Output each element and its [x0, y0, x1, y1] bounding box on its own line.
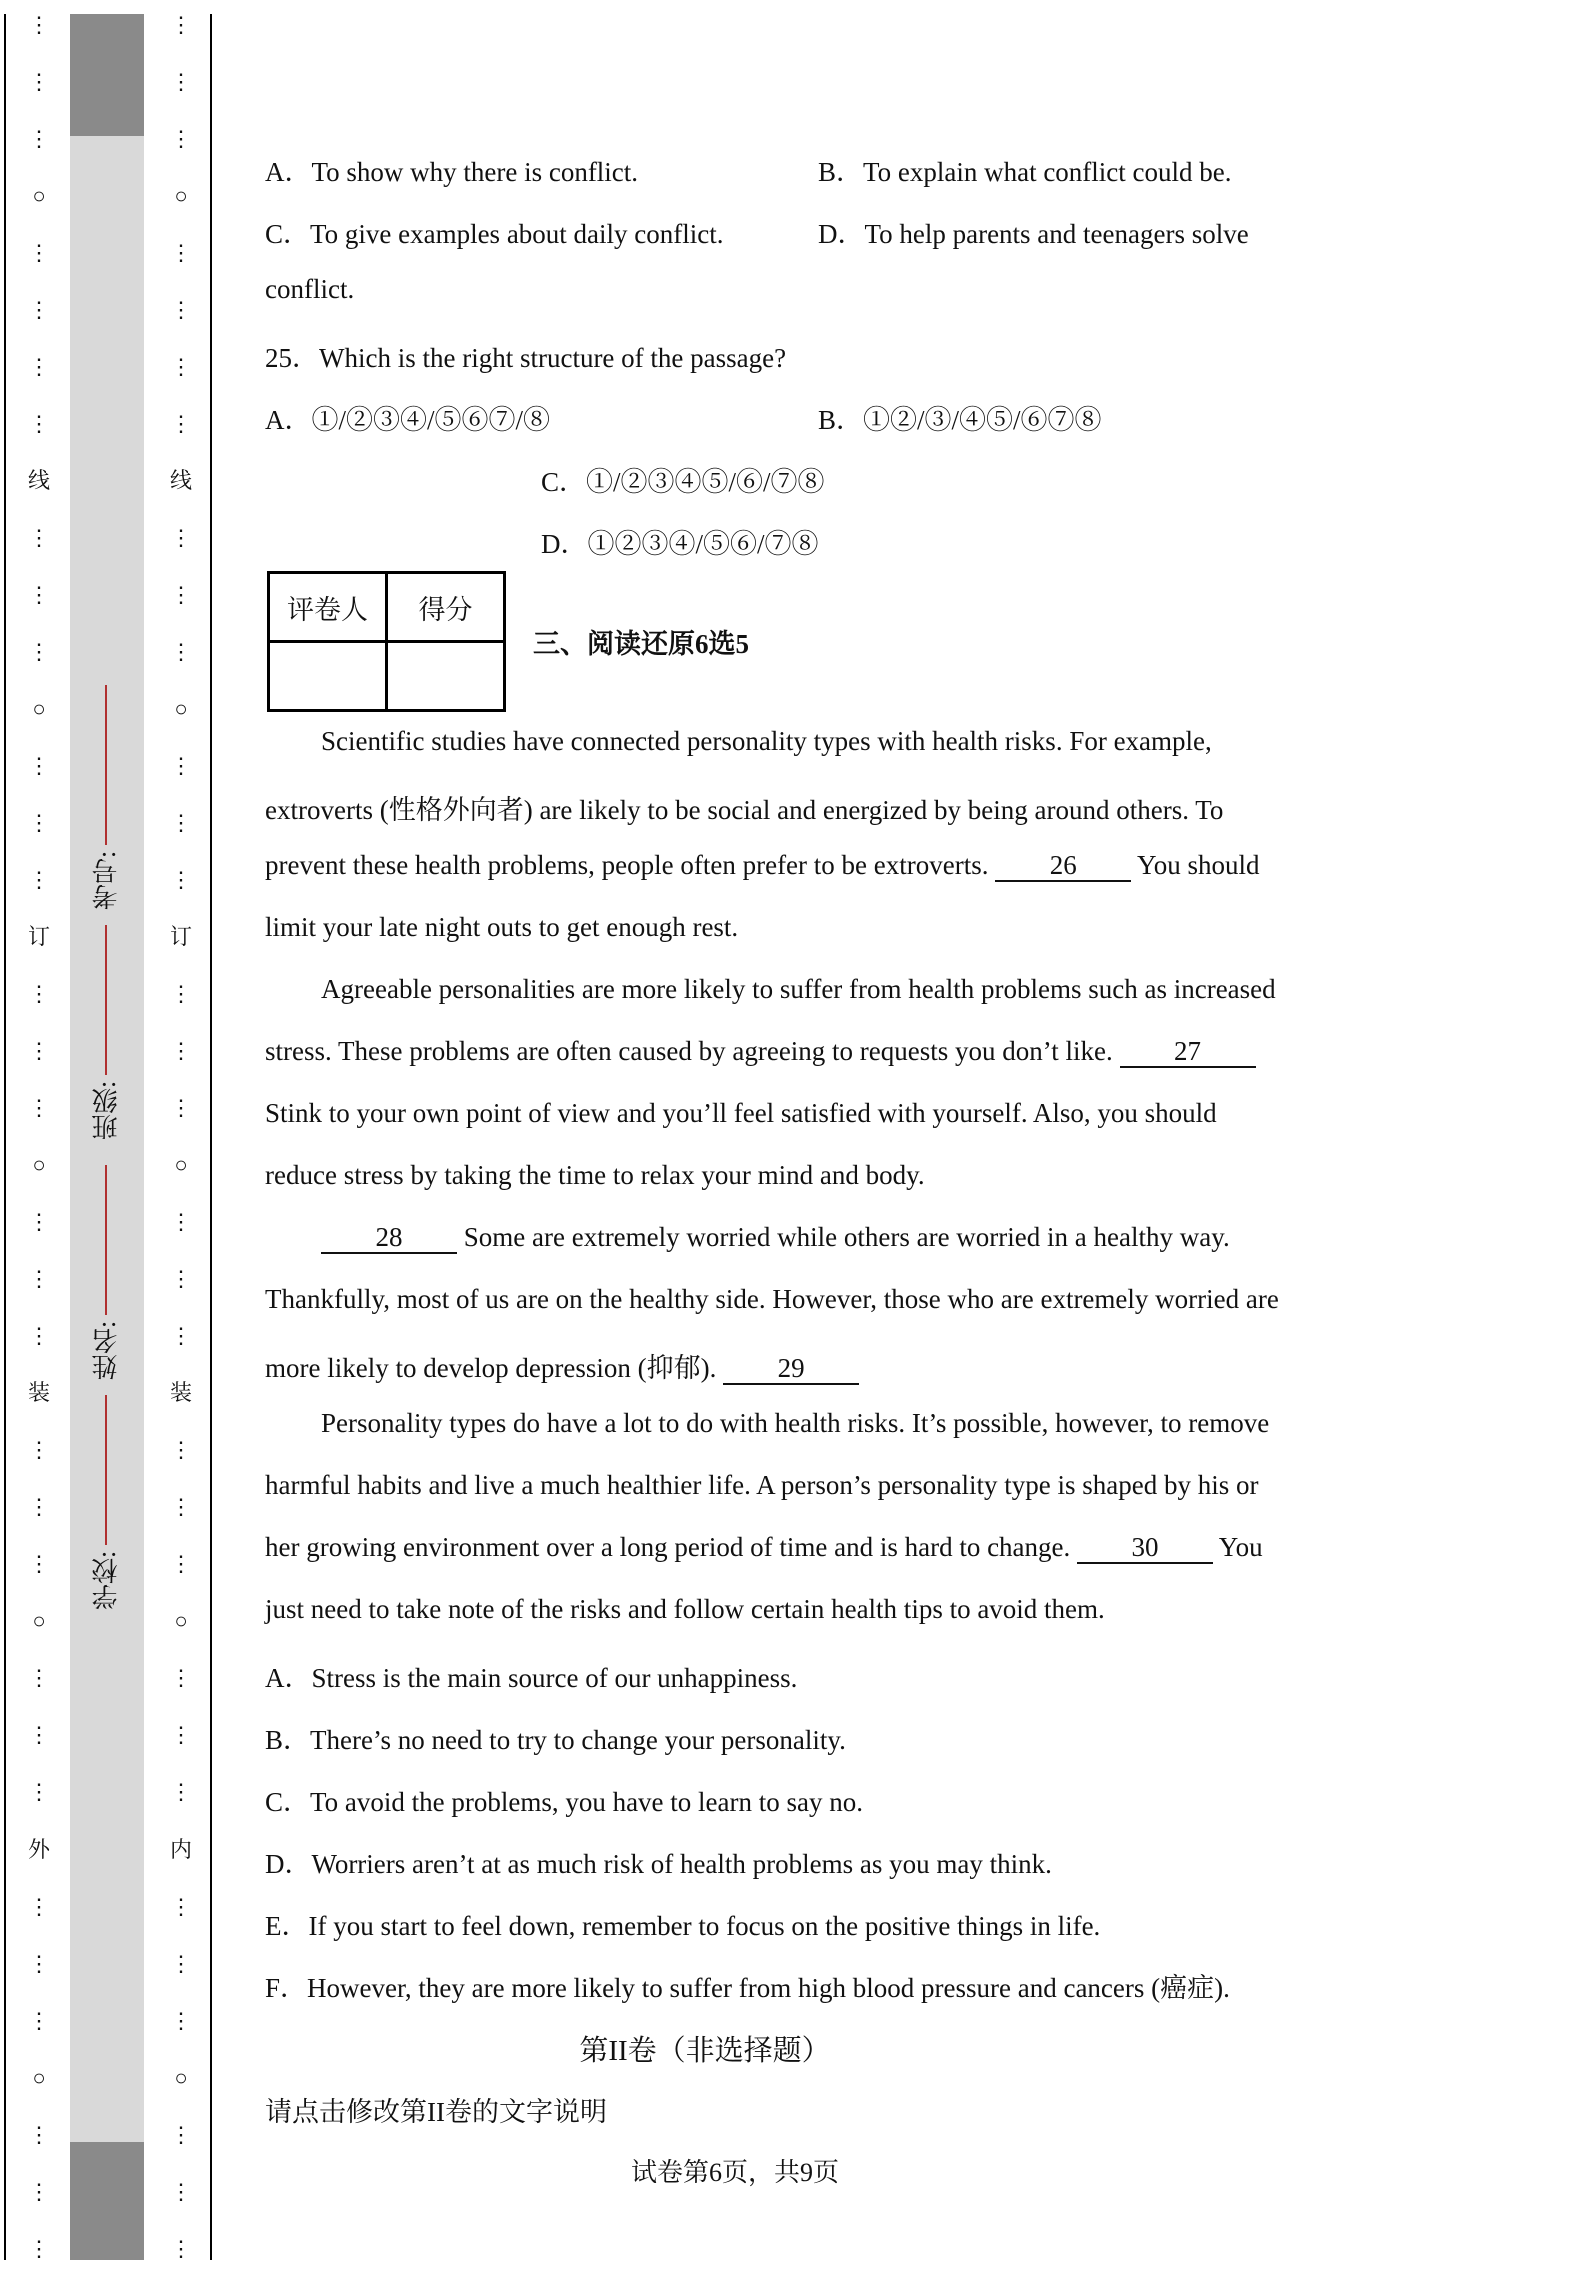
part2-title: 第II卷（非选择题） — [579, 2035, 831, 2067]
school-field[interactable] — [88, 1380, 125, 1610]
passage-p2-line2 — [265, 1036, 1256, 1068]
passage-p1-line4: limit your late night outs to get enough rest. — [265, 912, 739, 942]
choice-f: F．However, they are more likely to suffer from high blood pressure and cancers (癌症). — [265, 1973, 1230, 2003]
q24-option-d: D．To help parents and teenagers solve — [818, 219, 1249, 249]
outer-mark-line: 线 — [27, 468, 50, 494]
outer-binding-column: ⋮ ⋮ ⋮ ○ ⋮ ⋮ ⋮ ⋮ 线 ⋮ ⋮ ⋮ ○ ⋮ ⋮ ⋮ 订 ⋮ ⋮ ⋮ ○ ⋮ ⋮ ⋮ 装 ⋮ ⋮ ⋮ ○ ⋮ ⋮ ⋮ 外 ⋮ ⋮ ⋮ ○ ⋮ ⋮ ⋮ — [27, 12, 50, 2261]
part2-note: 请点击修改第II卷的文字说明 — [265, 2097, 607, 2127]
passage-p2-line1: Agreeable personalities are more likely to suffer from health problems such as increased — [321, 974, 1276, 1004]
school-label: 学校: — [92, 1550, 121, 1610]
name-label: 姓名: — [92, 1320, 121, 1380]
choice-a: A．Stress is the main source of our unhappiness. — [265, 1663, 798, 1693]
passage-p4-line3-tail: You — [1218, 1532, 1263, 1562]
blank-27[interactable]: 27 — [1120, 1036, 1256, 1068]
choice-b: B．There’s no need to try to change your personality. — [265, 1725, 846, 1755]
q24-option-d-continued: conflict. — [265, 274, 355, 304]
score-table — [267, 571, 506, 712]
outer-mark-ding: 订 — [27, 924, 50, 950]
inner-mark-nei: 内 — [169, 1836, 192, 1862]
q24-option-a: A．To show why there is conflict. — [265, 157, 639, 187]
q24-option-c: C．To give examples about daily conflict. — [265, 219, 724, 249]
passage-p3-line1-text: Some are extremely worried while others are worried in a healthy way. — [463, 1222, 1230, 1252]
passage-p2-line4: reduce stress by taking the time to relax your mind and body. — [265, 1160, 925, 1190]
passage-p4-line2: harmful habits and live a much healthier life. A person’s personality type is shaped by his or — [265, 1470, 1259, 1500]
passage-p1-line1: Scientific studies have connected personality types with health risks. For example, — [321, 726, 1212, 756]
inner-mark-line: 线 — [169, 468, 192, 494]
choice-e: E．If you start to feel down, remember to focus on the positive things in life. — [265, 1911, 1101, 1941]
class-field[interactable] — [88, 910, 125, 1140]
section3-title: 三、阅读还原6选5 — [533, 629, 749, 659]
passage-p3-line3-text: more likely to develop depression (抑郁). — [265, 1353, 717, 1383]
q25-option-a: A．①/②③④/⑤⑥⑦/⑧ — [265, 405, 551, 435]
grader-cell[interactable] — [269, 642, 387, 711]
inner-mark-zhuang: 装 — [169, 1380, 192, 1406]
q25-option-b: B．①②/③/④⑤/⑥⑦⑧ — [818, 405, 1102, 435]
q25-option-d: D．①②③④/⑤⑥/⑦⑧ — [541, 529, 819, 559]
passage-p3-line1 — [321, 1222, 1230, 1254]
inner-binding-column: ⋮ ⋮ ⋮ ○ ⋮ ⋮ ⋮ ⋮ 线 ⋮ ⋮ ⋮ ○ ⋮ ⋮ ⋮ 订 ⋮ ⋮ ⋮ ○ ⋮ ⋮ ⋮ 装 ⋮ ⋮ ⋮ ○ ⋮ ⋮ ⋮ 内 ⋮ ⋮ ⋮ ○ ⋮ ⋮ ⋮ — [169, 12, 192, 2261]
grader-header: 评卷人 — [269, 573, 387, 642]
outer-mark-wai: 外 — [27, 1836, 50, 1862]
class-label: 班级: — [92, 1080, 121, 1140]
passage-p4-line3 — [265, 1532, 1263, 1564]
q25-option-c: C．①/②③④⑤/⑥/⑦⑧ — [541, 467, 825, 497]
passage-p1-line3-tail: You should — [1136, 850, 1260, 880]
choice-d: D．Worriers aren’t at as much risk of health problems as you may think. — [265, 1849, 1052, 1879]
q24-option-b: B．To explain what conflict could be. — [818, 157, 1232, 187]
binding-border-left — [4, 14, 6, 2260]
blank-26[interactable]: 26 — [995, 850, 1131, 882]
passage-p2-line2-text: stress. These problems are often caused by agreeing to requests you don’t like. — [265, 1036, 1113, 1066]
passage-p3-line2: Thankfully, most of us are on the healthy side. However, those who are extremely worried are — [265, 1284, 1279, 1314]
passage-p2-line3: Stink to your own point of view and you’ll feel satisfied with yourself. Also, you should — [265, 1098, 1217, 1128]
passage-p1-line3 — [265, 850, 1260, 882]
blank-28[interactable]: 28 — [321, 1222, 457, 1254]
passage-p1-line3-text: prevent these health problems, people often prefer to be extroverts. — [265, 850, 989, 880]
score-header: 得分 — [387, 573, 505, 642]
passage-p3-line3 — [265, 1346, 859, 1385]
outer-mark-zhuang: 装 — [27, 1380, 50, 1406]
inner-mark-ding: 订 — [169, 924, 192, 950]
passage-p1-line2: extroverts (性格外向者) are likely to be social and energized by being around others. To — [265, 795, 1224, 825]
passage-p4-line1: Personality types do have a lot to do with health risks. It’s possible, however, to remove — [321, 1408, 1270, 1438]
page-footer: 试卷第6页，共9页 — [630, 2158, 839, 2187]
score-cell[interactable] — [387, 642, 505, 711]
binding-border-right — [210, 14, 212, 2260]
name-field[interactable] — [88, 1150, 125, 1380]
blank-30[interactable]: 30 — [1077, 1532, 1213, 1564]
choice-c: C．To avoid the problems, you have to learn to say no. — [265, 1787, 863, 1817]
q25-stem: 25．Which is the right structure of the passage? — [265, 343, 787, 373]
exam-number-field[interactable] — [88, 670, 125, 910]
passage-p4-line4: just need to take note of the risks and follow certain health tips to avoid them. — [265, 1594, 1105, 1624]
passage-p4-line3-text: her growing environment over a long period of time and is hard to change. — [265, 1532, 1071, 1562]
exam-number-label: 考号: — [92, 850, 121, 910]
blank-29[interactable]: 29 — [723, 1353, 859, 1385]
